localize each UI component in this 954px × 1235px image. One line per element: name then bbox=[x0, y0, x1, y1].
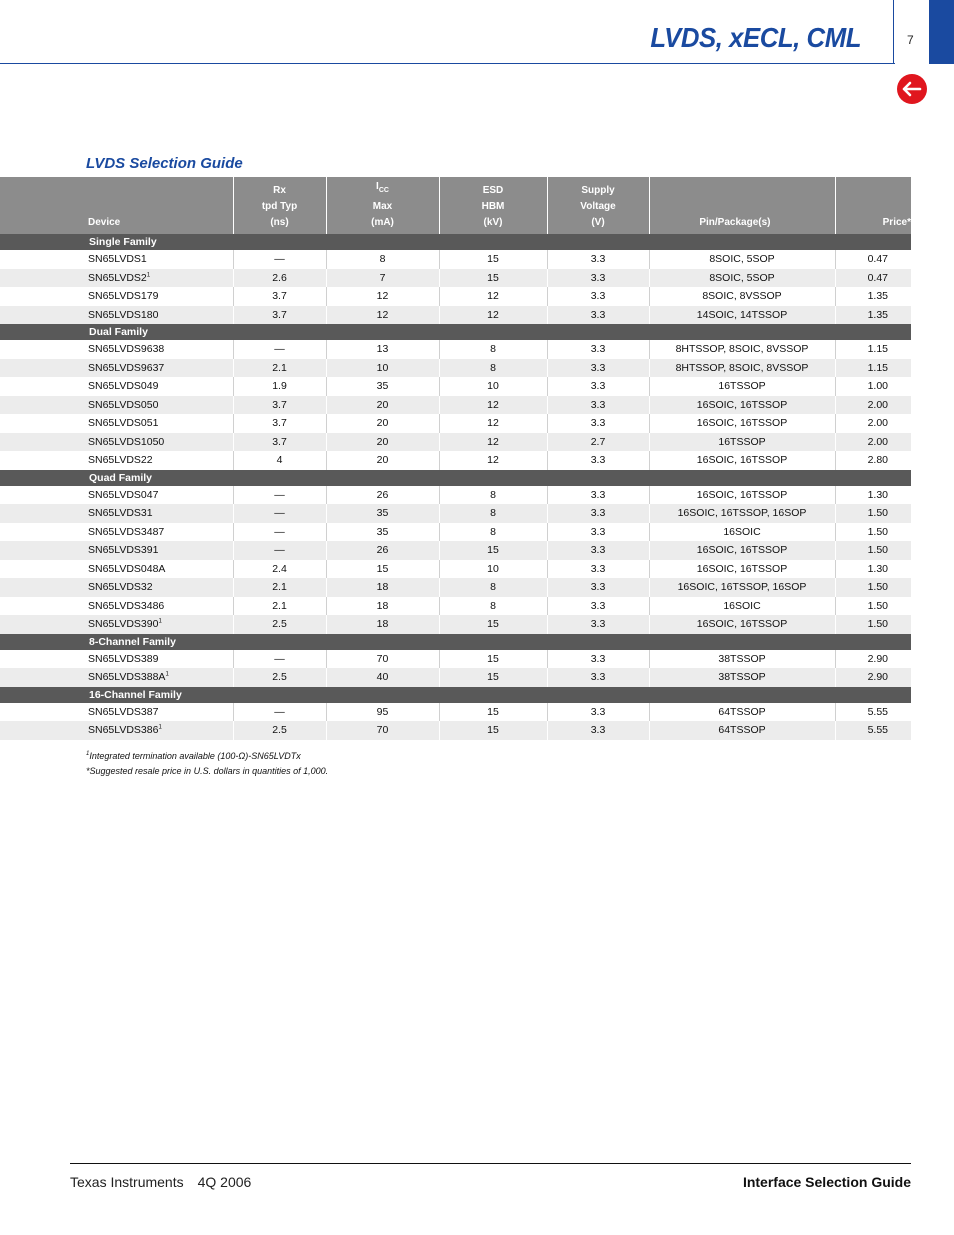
table-row bbox=[0, 721, 911, 740]
cell-rx: 2.1 bbox=[233, 578, 326, 597]
device-name: SN65LVDS051 bbox=[88, 417, 159, 430]
cell-rx: 2.5 bbox=[233, 615, 326, 634]
cell-rx: 3.7 bbox=[233, 287, 326, 306]
device-name: SN65LVDS1050 bbox=[88, 435, 165, 448]
cell-rx: 4 bbox=[233, 451, 326, 470]
cell-pin: 16SOIC, 16TSSOP bbox=[649, 560, 835, 579]
cell-icc: 70 bbox=[326, 721, 439, 740]
cell-rx: — bbox=[233, 703, 326, 722]
cell-device bbox=[0, 451, 233, 470]
cell-device bbox=[0, 433, 233, 452]
cell-price: 1.30 bbox=[835, 560, 911, 579]
cell-price: 1.30 bbox=[835, 486, 911, 505]
footnote-termination: $^1$Integrated termination available (100-Ω)-SN65LVDTx bbox=[86, 751, 301, 761]
table-row bbox=[0, 451, 911, 470]
cell-pin: 16TSSOP bbox=[649, 433, 835, 452]
cell-device bbox=[0, 703, 233, 722]
cell-device bbox=[0, 306, 233, 325]
cell-supply: 3.3 bbox=[547, 560, 649, 579]
cell-device bbox=[0, 486, 233, 505]
cell-supply: 3.3 bbox=[547, 340, 649, 359]
footnote-price: *Suggested resale price in U.S. dollars in quantities of 1,000. bbox=[86, 766, 329, 776]
cell-price: 1.15 bbox=[835, 359, 911, 378]
cell-icc: 8 bbox=[326, 250, 439, 269]
cell-price: 2.80 bbox=[835, 451, 911, 470]
device-name: SN65LVDS047 bbox=[88, 488, 159, 501]
cell-price: 0.47 bbox=[835, 269, 911, 288]
cell-price: 1.50 bbox=[835, 523, 911, 542]
device-name: SN65LVDS390 bbox=[88, 618, 159, 631]
cell-esd: 15 bbox=[439, 541, 547, 560]
cell-pin: 16SOIC bbox=[649, 523, 835, 542]
cell-supply: 3.3 bbox=[547, 541, 649, 560]
cell-pin: 16SOIC, 16TSSOP bbox=[649, 451, 835, 470]
cell-esd: 8 bbox=[439, 340, 547, 359]
cell-esd: 15 bbox=[439, 250, 547, 269]
cell-device bbox=[0, 578, 233, 597]
cell-device bbox=[0, 597, 233, 616]
cell-supply: 3.3 bbox=[547, 578, 649, 597]
cell-device bbox=[0, 668, 233, 687]
cell-rx: 1.9 bbox=[233, 377, 326, 396]
cell-esd: 12 bbox=[439, 414, 547, 433]
cell-pin: 8HTSSOP, 8SOIC, 8VSSOP bbox=[649, 340, 835, 359]
cell-esd: 10 bbox=[439, 560, 547, 579]
device-name: SN65LVDS1 bbox=[88, 253, 147, 266]
table-row bbox=[0, 486, 911, 505]
cell-device bbox=[0, 721, 233, 740]
cell-icc: 35 bbox=[326, 377, 439, 396]
footer-guide-title: Interface Selection Guide bbox=[742, 1174, 911, 1190]
cell-supply: 3.3 bbox=[547, 250, 649, 269]
header-color-tab bbox=[929, 0, 954, 64]
cell-device bbox=[0, 359, 233, 378]
cell-device bbox=[0, 504, 233, 523]
cell-pin: 16SOIC, 16TSSOP, 16SOP bbox=[649, 578, 835, 597]
cell-price: 1.15 bbox=[835, 340, 911, 359]
table-row bbox=[0, 541, 911, 560]
cell-pin: 38TSSOP bbox=[649, 668, 835, 687]
cell-rx: 3.7 bbox=[233, 396, 326, 415]
cell-pin: 8SOIC, 5SOP bbox=[649, 250, 835, 269]
cell-price: 2.90 bbox=[835, 650, 911, 669]
table-row bbox=[0, 377, 911, 396]
page-title: LVDS, xECL, CML bbox=[650, 22, 861, 53]
device-name: SN65LVDS2 bbox=[88, 271, 147, 284]
cell-esd: 8 bbox=[439, 359, 547, 378]
cell-device bbox=[0, 650, 233, 669]
table-row bbox=[0, 668, 911, 687]
cell-price: 2.00 bbox=[835, 396, 911, 415]
col-header-esd: ESD HBM (kV) bbox=[439, 177, 547, 234]
table-row bbox=[0, 650, 911, 669]
header-rule bbox=[0, 63, 895, 64]
footnote-mark: 1 bbox=[158, 618, 162, 625]
footer-rule bbox=[70, 1163, 911, 1164]
cell-esd: 12 bbox=[439, 451, 547, 470]
cell-device bbox=[0, 615, 233, 634]
cell-icc: 95 bbox=[326, 703, 439, 722]
cell-icc: 20 bbox=[326, 414, 439, 433]
device-name: SN65LVDS31 bbox=[88, 507, 153, 520]
cell-rx: 2.1 bbox=[233, 597, 326, 616]
cell-esd: 12 bbox=[439, 306, 547, 325]
cell-rx: — bbox=[233, 250, 326, 269]
cell-pin: 8HTSSOP, 8SOIC, 8VSSOP bbox=[649, 359, 835, 378]
family-name: Quad Family bbox=[0, 470, 911, 486]
cell-supply: 3.3 bbox=[547, 269, 649, 288]
cell-icc: 15 bbox=[326, 560, 439, 579]
cell-esd: 12 bbox=[439, 287, 547, 306]
cell-icc: 18 bbox=[326, 615, 439, 634]
cell-supply: 3.3 bbox=[547, 615, 649, 634]
cell-esd: 8 bbox=[439, 523, 547, 542]
table-row bbox=[0, 414, 911, 433]
section-title: LVDS Selection Guide bbox=[86, 155, 243, 172]
device-name: SN65LVDS3487 bbox=[88, 525, 165, 538]
cell-esd: 8 bbox=[439, 578, 547, 597]
table-row bbox=[0, 269, 911, 288]
cell-rx: 2.5 bbox=[233, 668, 326, 687]
family-name: Single Family bbox=[0, 234, 911, 250]
cell-supply: 3.3 bbox=[547, 668, 649, 687]
table-row bbox=[0, 597, 911, 616]
cell-esd: 10 bbox=[439, 377, 547, 396]
cell-pin: 64TSSOP bbox=[649, 721, 835, 740]
cell-rx: — bbox=[233, 486, 326, 505]
cell-esd: 12 bbox=[439, 396, 547, 415]
cell-price: 1.00 bbox=[835, 377, 911, 396]
cell-price: 2.00 bbox=[835, 433, 911, 452]
cell-device bbox=[0, 560, 233, 579]
cell-icc: 10 bbox=[326, 359, 439, 378]
device-name: SN65LVDS22 bbox=[88, 454, 153, 467]
table-header-row bbox=[0, 177, 911, 234]
cell-esd: 8 bbox=[439, 597, 547, 616]
cell-rx: — bbox=[233, 504, 326, 523]
cell-esd: 15 bbox=[439, 650, 547, 669]
device-name: SN65LVDS049 bbox=[88, 380, 159, 393]
cell-supply: 2.7 bbox=[547, 433, 649, 452]
cell-pin: 16SOIC, 16TSSOP bbox=[649, 486, 835, 505]
cell-device bbox=[0, 250, 233, 269]
cell-supply: 3.3 bbox=[547, 287, 649, 306]
device-name: SN65LVDS389 bbox=[88, 652, 159, 665]
family-name: 16-Channel Family bbox=[0, 687, 911, 703]
cell-price: 5.55 bbox=[835, 703, 911, 722]
footer-company: Texas Instruments bbox=[70, 1174, 184, 1190]
col-header-icc: $I_{CC}$ Max (mA) bbox=[326, 177, 439, 234]
cell-device bbox=[0, 396, 233, 415]
cell-icc: 35 bbox=[326, 504, 439, 523]
cell-icc: 20 bbox=[326, 451, 439, 470]
cell-supply: 3.3 bbox=[547, 451, 649, 470]
table-row bbox=[0, 504, 911, 523]
cell-price: 2.90 bbox=[835, 668, 911, 687]
cell-price: 1.35 bbox=[835, 287, 911, 306]
cell-rx: — bbox=[233, 541, 326, 560]
col-header-device: Device bbox=[0, 177, 233, 234]
cell-esd: 8 bbox=[439, 504, 547, 523]
cell-icc: 26 bbox=[326, 486, 439, 505]
cell-pin: 16SOIC, 16TSSOP bbox=[649, 615, 835, 634]
cell-rx: — bbox=[233, 340, 326, 359]
family-header-row bbox=[0, 470, 911, 486]
device-name: SN65LVDS179 bbox=[88, 290, 159, 303]
cell-esd: 12 bbox=[439, 433, 547, 452]
cell-supply: 3.3 bbox=[547, 377, 649, 396]
col-header-pin-package: Pin/Package(s) bbox=[649, 177, 835, 234]
cell-pin: 16SOIC, 16TSSOP, 16SOP bbox=[649, 504, 835, 523]
device-name: SN65LVDS391 bbox=[88, 544, 159, 557]
cell-pin: 8SOIC, 5SOP bbox=[649, 269, 835, 288]
table-row bbox=[0, 433, 911, 452]
footnote-mark: 1 bbox=[146, 272, 151, 279]
col-header-supply: Supply Voltage (V) bbox=[547, 177, 649, 234]
cell-icc: 12 bbox=[326, 306, 439, 325]
cell-icc: 20 bbox=[326, 433, 439, 452]
device-name: SN65LVDS9638 bbox=[88, 343, 165, 356]
cell-icc: 26 bbox=[326, 541, 439, 560]
footer-date: 4Q 2006 bbox=[197, 1174, 252, 1190]
cell-price: 1.35 bbox=[835, 306, 911, 325]
cell-supply: 3.3 bbox=[547, 523, 649, 542]
table-row bbox=[0, 523, 911, 542]
cell-supply: 3.3 bbox=[547, 504, 649, 523]
cell-price: 1.50 bbox=[835, 578, 911, 597]
family-header-row bbox=[0, 324, 911, 340]
cell-icc: 20 bbox=[326, 396, 439, 415]
cell-pin: 14SOIC, 14TSSOP bbox=[649, 306, 835, 325]
cell-rx: 3.7 bbox=[233, 414, 326, 433]
cell-pin: 16SOIC bbox=[649, 597, 835, 616]
table-row bbox=[0, 578, 911, 597]
cell-pin: 64TSSOP bbox=[649, 703, 835, 722]
lvds-selection-table bbox=[0, 177, 911, 740]
cell-icc: 13 bbox=[326, 340, 439, 359]
cell-device bbox=[0, 541, 233, 560]
back-button[interactable] bbox=[897, 74, 927, 104]
table-row bbox=[0, 560, 911, 579]
arrow-left-icon bbox=[902, 81, 922, 97]
cell-device bbox=[0, 414, 233, 433]
cell-rx: 3.7 bbox=[233, 433, 326, 452]
footnote-mark: 1 bbox=[165, 671, 169, 678]
cell-rx: 3.7 bbox=[233, 306, 326, 325]
cell-pin: 16SOIC, 16TSSOP bbox=[649, 396, 835, 415]
footer-left bbox=[70, 1174, 251, 1190]
cell-esd: 15 bbox=[439, 721, 547, 740]
cell-pin: 8SOIC, 8VSSOP bbox=[649, 287, 835, 306]
cell-supply: 3.3 bbox=[547, 486, 649, 505]
cell-price: 1.50 bbox=[835, 504, 911, 523]
table-row bbox=[0, 250, 911, 269]
table-row bbox=[0, 287, 911, 306]
family-name: 8-Channel Family bbox=[0, 634, 911, 650]
cell-supply: 3.3 bbox=[547, 721, 649, 740]
cell-device bbox=[0, 377, 233, 396]
device-name: SN65LVDS388A bbox=[88, 671, 166, 684]
cell-rx: — bbox=[233, 523, 326, 542]
cell-rx: 2.6 bbox=[233, 269, 326, 288]
table-row bbox=[0, 340, 911, 359]
col-header-rx: Rx tpd Typ (ns) bbox=[233, 177, 326, 234]
cell-rx: 2.5 bbox=[233, 721, 326, 740]
cell-device bbox=[0, 523, 233, 542]
cell-price: 5.55 bbox=[835, 721, 911, 740]
cell-price: 0.47 bbox=[835, 250, 911, 269]
cell-supply: 3.3 bbox=[547, 650, 649, 669]
page-number: 7 bbox=[907, 33, 914, 47]
device-name: SN65LVDS32 bbox=[88, 581, 153, 594]
cell-supply: 3.3 bbox=[547, 306, 649, 325]
cell-esd: 15 bbox=[439, 703, 547, 722]
table-row bbox=[0, 396, 911, 415]
table-row bbox=[0, 306, 911, 325]
cell-icc: 35 bbox=[326, 523, 439, 542]
cell-device bbox=[0, 287, 233, 306]
cell-esd: 15 bbox=[439, 615, 547, 634]
family-header-row bbox=[0, 634, 911, 650]
cell-esd: 15 bbox=[439, 269, 547, 288]
family-header-row bbox=[0, 234, 911, 250]
cell-price: 1.50 bbox=[835, 597, 911, 616]
cell-pin: 38TSSOP bbox=[649, 650, 835, 669]
device-name: SN65LVDS050 bbox=[88, 398, 159, 411]
cell-rx: 2.1 bbox=[233, 359, 326, 378]
cell-icc: 12 bbox=[326, 287, 439, 306]
device-name: SN65LVDS048A bbox=[88, 562, 166, 575]
cell-esd: 8 bbox=[439, 486, 547, 505]
table-row bbox=[0, 359, 911, 378]
table-row bbox=[0, 615, 911, 634]
col-header-price: Price* bbox=[835, 177, 911, 234]
cell-supply: 3.3 bbox=[547, 703, 649, 722]
cell-price: 1.50 bbox=[835, 615, 911, 634]
cell-rx: — bbox=[233, 650, 326, 669]
cell-rx: 2.4 bbox=[233, 560, 326, 579]
cell-device bbox=[0, 269, 233, 288]
cell-pin: 16TSSOP bbox=[649, 377, 835, 396]
cell-price: 2.00 bbox=[835, 414, 911, 433]
cell-pin: 16SOIC, 16TSSOP bbox=[649, 414, 835, 433]
cell-price: 1.50 bbox=[835, 541, 911, 560]
device-name: SN65LVDS386 bbox=[88, 724, 159, 737]
cell-esd: 15 bbox=[439, 668, 547, 687]
cell-supply: 3.3 bbox=[547, 359, 649, 378]
cell-icc: 70 bbox=[326, 650, 439, 669]
table-body bbox=[0, 234, 911, 740]
cell-supply: 3.3 bbox=[547, 597, 649, 616]
device-name: SN65LVDS9637 bbox=[88, 361, 165, 374]
family-header-row bbox=[0, 687, 911, 703]
header-divider bbox=[893, 0, 894, 64]
cell-supply: 3.3 bbox=[547, 396, 649, 415]
device-name: SN65LVDS180 bbox=[88, 308, 159, 321]
cell-icc: 18 bbox=[326, 597, 439, 616]
footnote-mark: 1 bbox=[158, 724, 162, 731]
cell-icc: 7 bbox=[326, 269, 439, 288]
table-row bbox=[0, 703, 911, 722]
device-name: SN65LVDS387 bbox=[88, 705, 159, 718]
cell-device bbox=[0, 340, 233, 359]
family-name: Dual Family bbox=[0, 324, 911, 340]
device-name: SN65LVDS3486 bbox=[88, 599, 165, 612]
cell-pin: 16SOIC, 16TSSOP bbox=[649, 541, 835, 560]
cell-icc: 40 bbox=[326, 668, 439, 687]
cell-supply: 3.3 bbox=[547, 414, 649, 433]
cell-icc: 18 bbox=[326, 578, 439, 597]
